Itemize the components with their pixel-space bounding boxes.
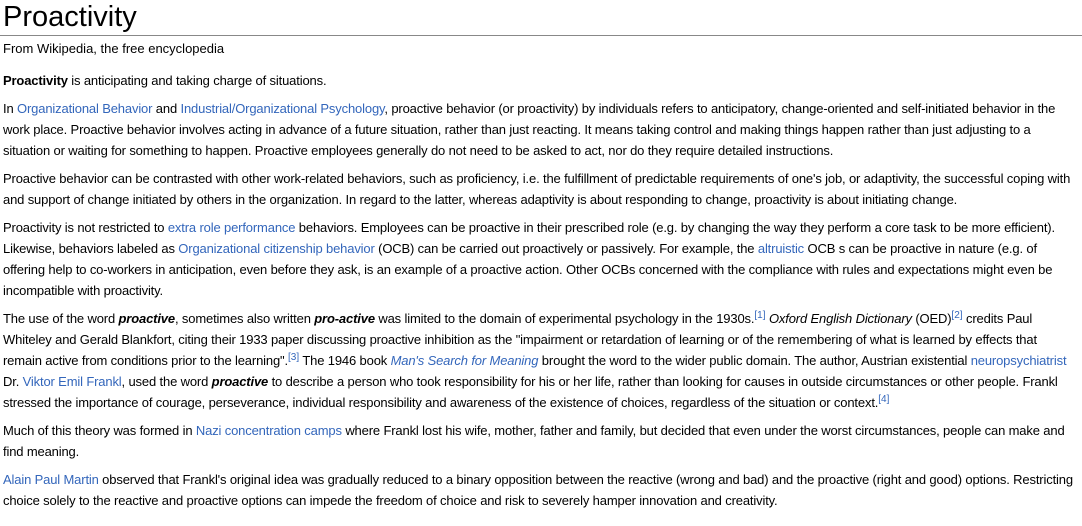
text-run: observed that Frankl's original idea was gradually reduced to a binary opposition between the reactive (wrong and bad) and the proactive (right and good) options. Restricting choice solely to the reactive and proactive options can impede the freedom of choice and risk to severely hamper innovation and creativity.	[3, 472, 1073, 508]
ref-link-1[interactable]: [1]	[754, 310, 766, 321]
text-run: The 1946 book	[299, 353, 391, 368]
text-run: credits Paul Whiteley and Gerald Blankfort, citing their 1933 paper discussing proactive inhibition as the "impairment or retardation of learning or of the remembering of what is learned by effects that remain active from conditions prior to the learning".	[3, 311, 1037, 368]
text-run: Much of this theory was formed in	[3, 423, 196, 438]
reference-marker	[754, 310, 765, 321]
text-run: brought the word to the wider public domain. The author, Austrian existential	[538, 353, 971, 368]
text-run: Dr.	[3, 374, 23, 389]
article-body	[0, 70, 1082, 526]
link-neuropsychiatrist[interactable]: neuropsychiatrist	[970, 353, 1067, 368]
paragraph	[3, 70, 1078, 91]
text-run: , sometimes also written	[174, 311, 315, 326]
bold-italic-text: proactive	[118, 311, 175, 326]
paragraph	[3, 217, 1078, 301]
paragraph	[3, 469, 1078, 511]
text-run: The use of the word	[3, 311, 119, 326]
paragraph	[3, 308, 1078, 413]
link-man-s-search-for-meaning[interactable]: Man's Search for Meaning	[390, 353, 539, 368]
ref-link-2[interactable]: [2]	[951, 310, 963, 321]
paragraph	[3, 420, 1078, 462]
ref-link-3[interactable]: [3]	[287, 352, 300, 363]
text-run: to describe a person who took responsibility for his or her life, rather than looking for causes in outside circumstances or other people. Frankl stressed the importance of courage, perseverance, individual responsibility and awareness of the existence of choices, regardless of the situation or context.	[3, 374, 1058, 410]
link-industrial-organizational-psychology[interactable]: Industrial/Organizational Psychology	[180, 101, 385, 116]
paragraph	[3, 168, 1078, 210]
link-organizational-behavior[interactable]: Organizational Behavior	[17, 101, 153, 116]
text-run: behaviors. Employees can be proactive in their prescribed role (e.g. by changing the way they perform a core task to be more efficient). Likewise, behaviors labeled as	[3, 220, 1055, 256]
text-run: (OED)	[911, 311, 952, 326]
text-run: In	[3, 101, 18, 116]
ref-link-4[interactable]: [4]	[878, 394, 890, 405]
text-run: is anticipating and taking charge of situations.	[67, 73, 327, 88]
italic-text: Oxford English Dictionary	[768, 311, 912, 326]
reference-marker	[878, 394, 889, 405]
reference-marker	[951, 310, 962, 321]
page-title: Proactivity	[0, 2, 1082, 36]
link-alain-paul-martin[interactable]: Alain Paul Martin	[3, 472, 99, 487]
text-run: Proactive behavior can be contrasted with other work-related behaviors, such as proficiency, i.e. the fulfillment of predictable requirements of one's job, or adaptivity, the successful coping with and support of change initiated by others in the organization. In regard to the latter, whereas adaptivity is about responding to change, proactivity is about initiating change.	[3, 171, 1071, 207]
text-run: , proactive behavior (or proactivity) by individuals refers to anticipatory, change-oriented and self-initiated behavior in the work place. Proactive behavior involves acting in advance of a future situation, rather than just reacting. It means taking control and making things happen rather than just adjusting to a situation or waiting for something to happen. Proactive employees generally do not need to be asked to act, nor do they require detailed instructions.	[3, 101, 1056, 158]
link-extra-role-performance[interactable]: extra role performance	[167, 220, 296, 235]
text-run: (OCB) can be carried out proactively or passively. For example, the	[374, 241, 758, 256]
text-run: was limited to the domain of experimental psychology in the 1930s.	[374, 311, 755, 326]
bold-text: Proactivity	[3, 73, 68, 88]
text-run: and	[152, 101, 181, 116]
link-viktor-emil-frankl[interactable]: Viktor Emil Frankl	[22, 374, 122, 389]
bold-italic-text: pro-active	[314, 311, 375, 326]
paragraph	[3, 98, 1078, 161]
link-altruistic[interactable]: altruistic	[757, 241, 805, 256]
bold-italic-text: proactive	[211, 374, 269, 389]
reference-marker	[288, 352, 299, 363]
text-run: Proactivity is not restricted to	[3, 220, 168, 235]
text-run: , used the word	[121, 374, 212, 389]
link-organizational-citizenship-behavior[interactable]: Organizational citizenship behavior	[178, 241, 375, 256]
text-run: where Frankl lost his wife, mother, father and family, but decided that even under the worst circumstances, people can make and find meaning.	[3, 423, 1065, 459]
site-subtitle: From Wikipedia, the free encyclopedia	[3, 41, 225, 56]
text-run: OCB s can be proactive in nature (e.g. of offering help to co-workers in anticipation, even before they ask, is an example of a proactive action. Other OCBs concerned with the compliance with rules and expectations might even be incompatible with proactivity.	[3, 241, 1053, 298]
link-nazi-concentration-camps[interactable]: Nazi concentration camps	[195, 423, 342, 438]
